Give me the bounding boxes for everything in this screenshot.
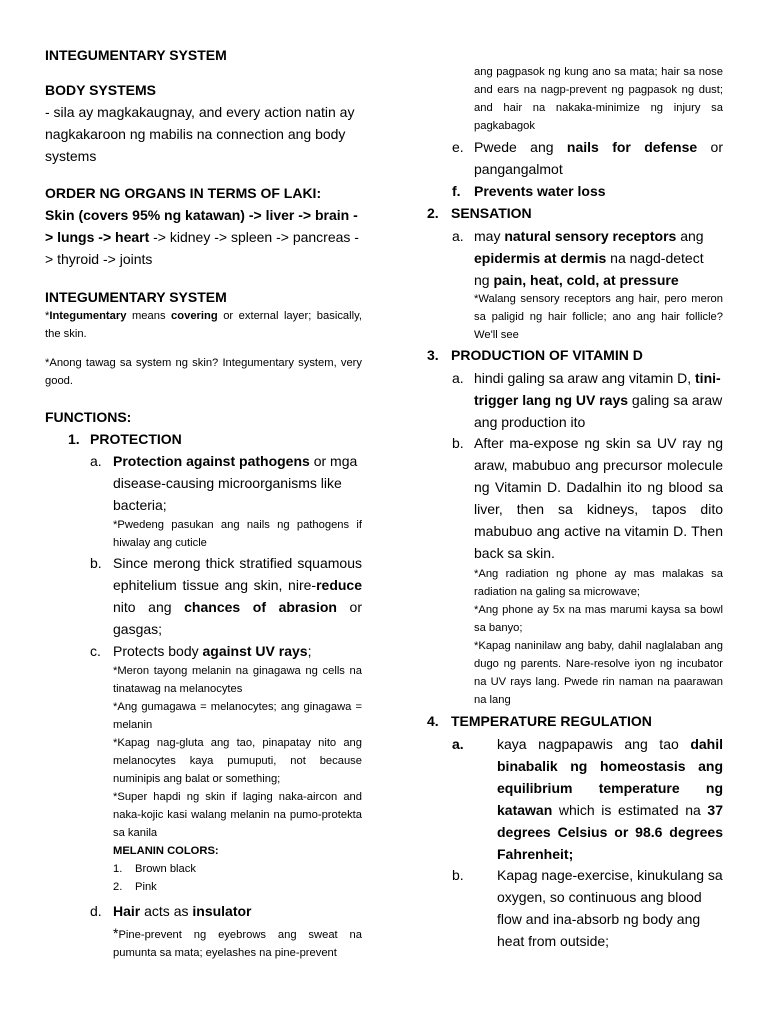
protection-e-text: Pwede ang nails for defense or pangangalmot (474, 139, 723, 177)
body-systems-heading: BODY SYSTEMS (45, 82, 156, 98)
protection-c: c. Protects body against UV rays; (90, 640, 362, 662)
page-title: INTEGUMENTARY SYSTEM (45, 47, 227, 63)
note: *Ang gumagawa = melanocytes; ang ginagawa = melanin (113, 701, 362, 731)
temperature-a-text: kaya nagpapawis ang tao dahil binabalik ng homeostasis ang equilibrium temperature ng katawan which is estimated na 37 degrees Celsius or 98.6 degrees Fahrenheit; (497, 736, 723, 862)
list-item: 2. Pink (113, 881, 157, 893)
note: *Kapag naninilaw ang baby, dahil naglalaban ang dugo ng parents. Nare-resolve iyon ng incubator na UV rays lang. Pwede rin naman na paarawan na lang (474, 640, 723, 706)
functions-heading: FUNCTIONS: (45, 409, 132, 425)
sensation-note: *Walang sensory receptors ang hair, pero meron sa paligid ng hair follicle; ano ang hair follicle? We'll see (474, 293, 723, 341)
protection-a: a. Protection against pathogens or mga disease-causing microorganisms like bacteria; (90, 450, 362, 516)
body-systems-text: - sila ay magkakaugnay, and every action natin ay nagkakaroon ng mabilis na connection ang body systems (45, 104, 355, 164)
vitamin-d-title: PRODUCTION OF VITAMIN D (451, 347, 643, 363)
list-number: 1. (68, 431, 80, 447)
note: *Ang phone ay 5x na mas marumi kaysa sa bowl sa banyo; (474, 604, 723, 634)
note: *Ang radiation ng phone ay mas malakas sa radiation na galing sa microwave; (474, 568, 723, 598)
vitamin-d-notes (474, 565, 723, 709)
list-number: 4. (427, 713, 439, 729)
protection-f-text: Prevents water loss (474, 183, 606, 199)
temperature-a: a. kaya nagpapawis ang tao dahil binabalik ng homeostasis ang equilibrium temperature ng katawan which is estimated na 37 degrees Celsius or 98.6 degrees Fahrenheit; (452, 733, 723, 865)
vitamin-d-a: a. hindi galing sa araw ang vitamin D, tini-trigger lang ng UV rays galing sa araw ang production ito (452, 367, 723, 433)
protection-title: PROTECTION (90, 431, 182, 447)
integumentary-heading: INTEGUMENTARY SYSTEM (45, 289, 227, 305)
integumentary-note: *Integumentary means covering or external layer; basically, the skin. (45, 310, 362, 340)
sensation-a-text: may natural sensory receptors ang epidermis at dermis na nagd-detect ng pain, heat, cold, at pressure (474, 228, 704, 288)
sensation-title: SENSATION (451, 205, 532, 221)
integumentary-note-2: *Anong tawag sa system ng skin? Integumentary system, very good. (45, 357, 362, 387)
sensation-a: a. may natural sensory receptors ang epidermis at dermis na nagd-detect ng pain, heat, cold, at pressure (452, 225, 723, 291)
protection-d: d. Hair acts as insulator (90, 900, 362, 922)
hair-note-continued: ang pagpasok ng kung ano sa mata; hair sa nose and ears na nagp-prevent ng pagpasok ng dust; and hair na nakaka-minimize ng injury sa pagkabagok (474, 66, 723, 132)
protection-e: e. Pwede ang nails for defense or pangangalmot (452, 136, 723, 180)
vitamin-d-b-text: After ma-expose ng skin sa UV ray ng araw, mabubuo ang precursor molecule ng Vitamin D. Dadalhin ito ng blood sa liver, then sa kidneys, tapos dito mabubuo ang active na vitamin D. Then back sa skin. (474, 435, 723, 561)
sensation-item (427, 202, 723, 224)
melanin-colors-heading: MELANIN COLORS: (113, 845, 219, 857)
protection-b: b. Since merong thick stratified squamous ephitelium tissue ang skin, nire-reduce nito ang chances of abrasion or gasgas; (90, 552, 362, 640)
note: *Super hapdi ng skin if laging naka-aircon and naka-kojic kasi walang melanin na pumo-protekta sa kanila (113, 791, 362, 839)
protection-item (68, 428, 362, 450)
temperature-title: TEMPERATURE REGULATION (451, 713, 652, 729)
protection-a-text: Protection against pathogens or mga disease-causing microorganisms like bacteria; (113, 453, 358, 513)
list-number: 3. (427, 347, 439, 363)
protection-c-text: Protects body against UV rays; (113, 643, 312, 659)
vitamin-d-a-text: hindi galing sa araw ang vitamin D, tini-trigger lang ng UV rays galing sa araw ang production ito (474, 370, 723, 430)
temperature-b-text: Kapag nage-exercise, kinukulang sa oxygen, so continuous ang blood flow and ina-absorb ng body ang heat from outside; (497, 867, 723, 949)
list-item: 1. Brown black (113, 863, 196, 875)
hair-note: *Pine-prevent ng eyebrows ang sweat na pumunta sa mata; eyelashes na pine-prevent (113, 925, 362, 959)
protection-d-text: Hair acts as insulator (113, 903, 252, 919)
melanin-notes (113, 662, 362, 896)
protection-a-note: *Pwedeng pasukan ang nails ng pathogens if hiwalay ang cuticle (113, 519, 362, 549)
protection-f: f. Prevents water loss (452, 183, 606, 199)
protection-b-text: Since merong thick stratified squamous ephitelium tissue ang skin, nire-reduce nito ang chances of abrasion or gasgas; (113, 555, 363, 637)
temperature-b: b. Kapag nage-exercise, kinukulang sa oxygen, so continuous ang blood flow and ina-absorb ng body ang heat from outside; (452, 864, 723, 952)
note: *Meron tayong melanin na ginagawa ng cells na tinatawag na melanocytes (113, 665, 362, 695)
temperature-item (427, 710, 723, 732)
vitamin-d-b: b. After ma-expose ng skin sa UV ray ng araw, mabubuo ang precursor molecule ng Vitamin D. Dadalhin ito ng blood sa liver, then sa kidneys, tapos dito mabubuo ang active na vitamin D. Then back sa skin. (452, 432, 723, 564)
order-heading: ORDER NG ORGANS IN TERMS OF LAKI: (45, 185, 322, 201)
note: *Kapag nag-gluta ang tao, pinapatay nito ang melanocytes kaya pumuputi, not because numinipis ang balat or something; (113, 737, 362, 785)
vitamin-d-item (427, 344, 723, 366)
list-number: 2. (427, 205, 439, 221)
order-text: Skin (covers 95% ng katawan) -> liver -> brain -> lungs -> heart -> kidney -> spleen -> pancreas -> thyroid -> joints (45, 207, 359, 267)
